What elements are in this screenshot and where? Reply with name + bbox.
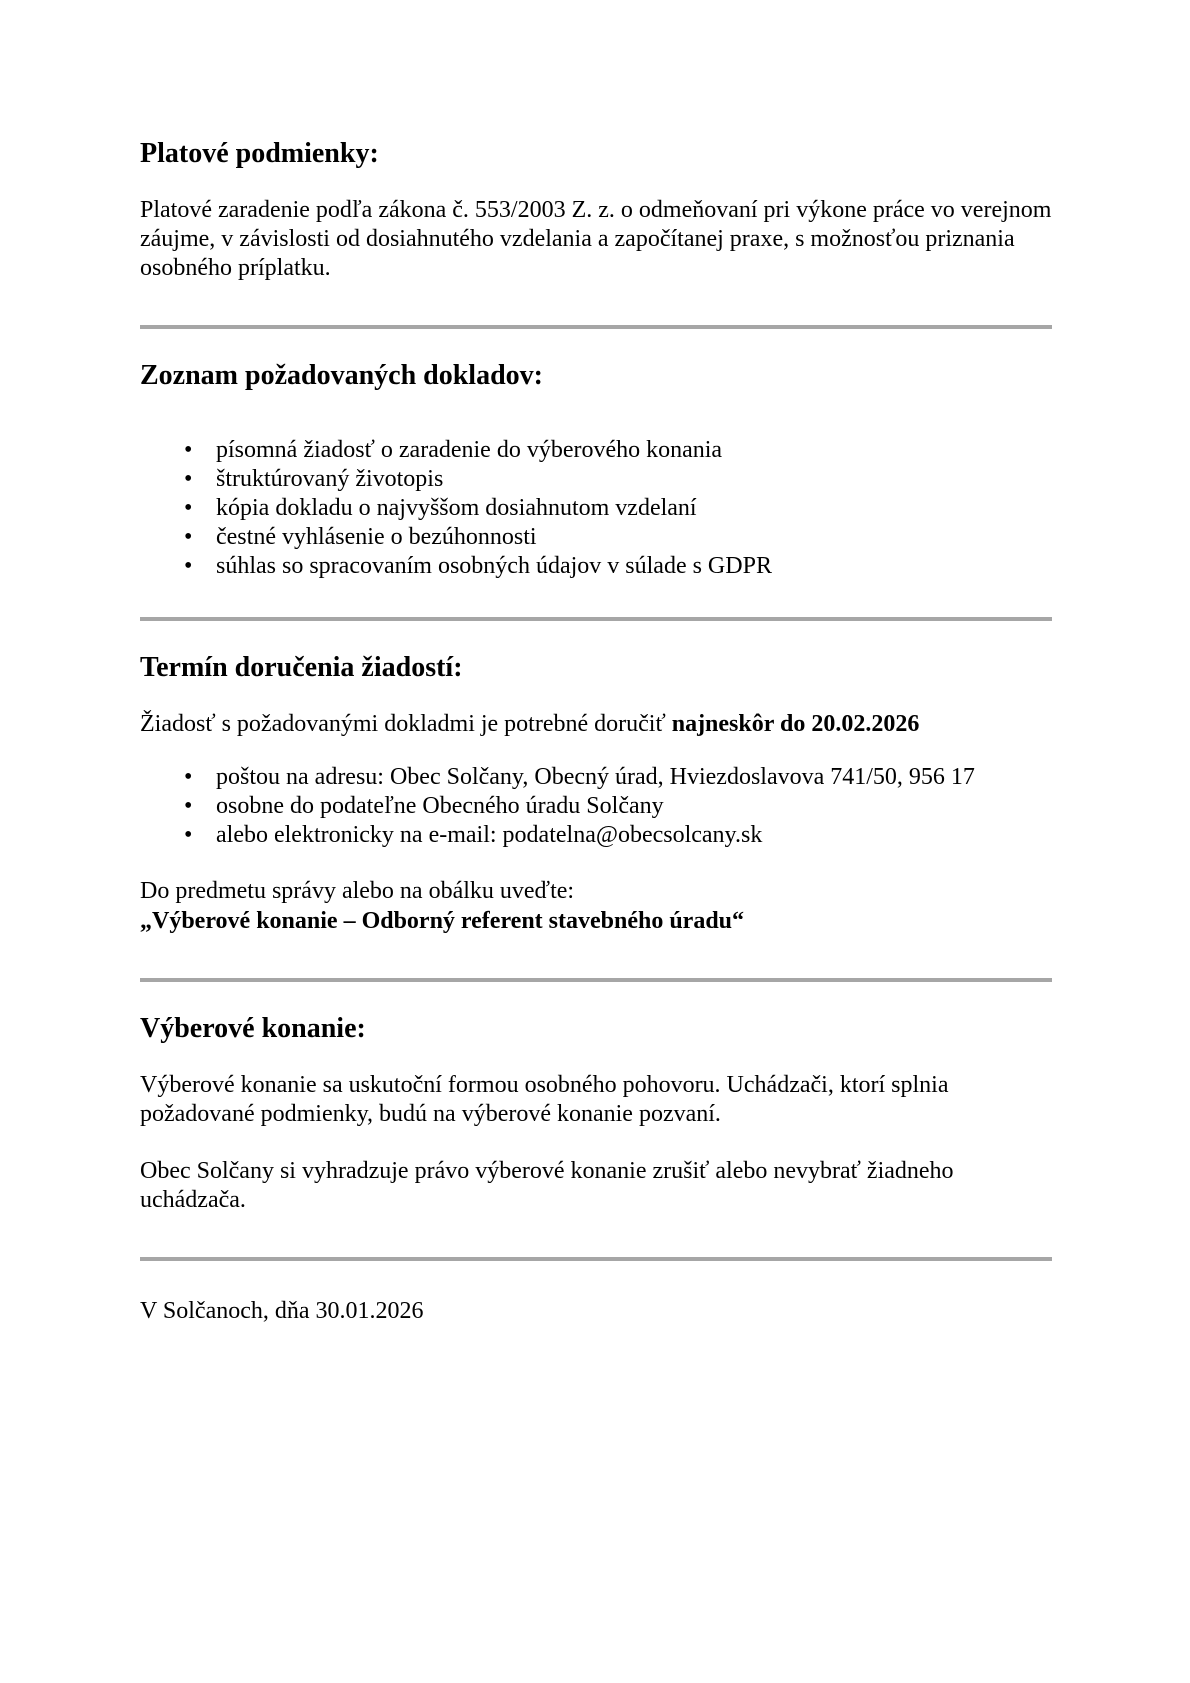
list-item: • osobne do podateľne Obecného úradu Solčany (140, 792, 1052, 821)
list-item: • štruktúrovaný životopis (140, 465, 1052, 494)
selection-procedure-heading: Výberové konanie: (140, 1013, 366, 1044)
section-selection-procedure (140, 1012, 1052, 1215)
list-item: • kópia dokladu o najvyššom dosiahnutom vzdelaní (140, 494, 1052, 523)
list-item: • alebo elektronicky na e-mail: podatelna@obecsolcany.sk (140, 821, 1052, 850)
section-salary-conditions (140, 137, 1052, 283)
place-and-date-line: V Solčanoch, dňa 30.01.2026 (140, 1298, 424, 1324)
application-deadline-heading: Termín doručenia žiadostí: (140, 652, 463, 683)
subject-note-title: „Výberové konanie – Odborný referent stavebného úradu“ (140, 908, 745, 934)
selection-procedure-paragraph-1: Výberové konanie sa uskutoční formou osobného pohovoru. Uchádzači, ktorí splnia požadované podmienky, budú na výberové konanie pozvaní. (140, 1072, 949, 1127)
section-divider (140, 1257, 1052, 1261)
subject-note-instruction: Do predmetu správy alebo na obálku uveďte: (140, 878, 575, 904)
salary-conditions-heading: Platové podmienky: (140, 138, 379, 169)
selection-procedure-paragraph-2: Obec Solčany si vyhradzuje právo výberové konanie zrušiť alebo nevybrať žiadneho uchádzača. (140, 1158, 954, 1213)
deadline-date-bold: najneskôr do 20.02.2026 (671, 711, 920, 737)
deadline-paragraph (140, 710, 1052, 739)
section-required-documents (140, 359, 1052, 581)
list-item: • písomná žiadosť o zaradenie do výberového konania (140, 436, 1052, 465)
section-divider (140, 325, 1052, 329)
delivery-methods-list (140, 763, 1052, 850)
section-divider (140, 978, 1052, 982)
required-documents-heading: Zoznam požadovaných dokladov: (140, 360, 543, 391)
list-item: • súhlas so spracovaním osobných údajov v súlade s GDPR (140, 552, 1052, 581)
section-divider (140, 617, 1052, 621)
list-item: • poštou na adresu: Obec Solčany, Obecný úrad, Hviezdoslavova 741/50, 956 17 (140, 763, 1052, 792)
subject-note (140, 876, 1052, 936)
deadline-text: Žiadosť s požadovanými dokladmi je potrebné doručiť (140, 711, 672, 737)
section-application-deadline (140, 651, 1052, 936)
required-documents-list (140, 436, 1052, 581)
salary-conditions-paragraph: Platové zaradenie podľa zákona č. 553/2003 Z. z. o odmeňovaní pri výkone práce vo verejnom záujme, v závislosti od dosiahnutého vzdelania a započítanej praxe, s možnosťou priznania osobného príplatku. (140, 197, 1052, 281)
list-item: • čestné vyhlásenie o bezúhonnosti (140, 523, 1052, 552)
